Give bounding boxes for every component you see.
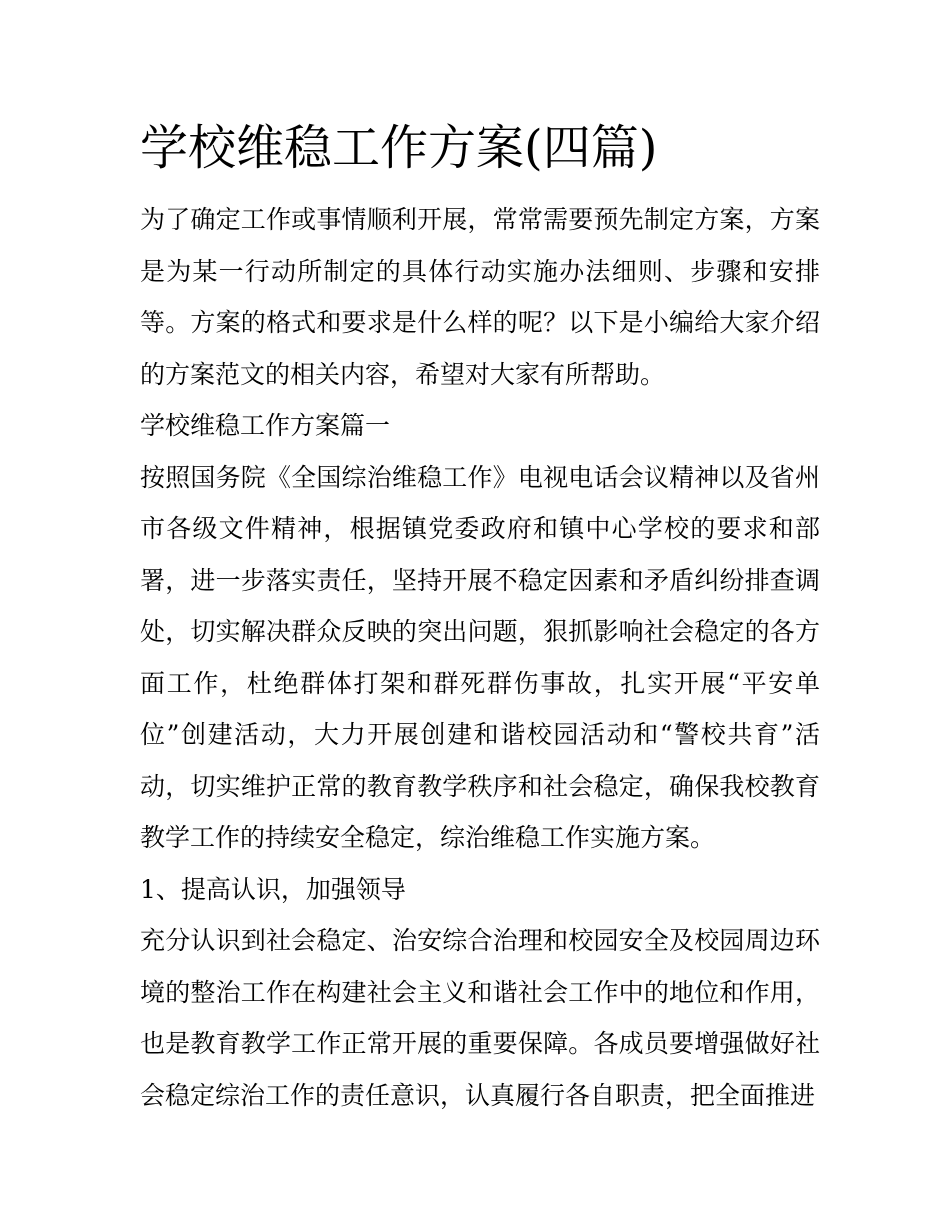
intro-paragraph: 为了确定工作或事情顺利开展，常常需要预先制定方案，方案是为某一行动所制定的具体行动实施办法细则、步骤和安排等。方案的格式和要求是什么样的呢？以下是小编给大家介绍的方案范文的相关内容，希望对大家有所帮助。 <box>140 205 820 389</box>
section-heading: 学校维稳工作方案篇一 <box>140 411 391 440</box>
item1-heading: 1、提高认识，加强领导 <box>140 874 406 904</box>
section-body-paragraph: 按照国务院《全国综治维稳工作》电视电话会议精神以及省州市各级文件精神，根据镇党委政府和镇中心学校的要求和部署，进一步落实责任，坚持开展不稳定因素和矛盾纠纷排查调处，切实解决群众反映的突出问题，狠抓影响社会稳定的各方面工作，杜绝群体打架和群死群伤事故，扎实开展“平安单位”创建活动，大力开展创建和谐校园活动和“警校共育”活动，切实维护正常的教育教学秩序和社会稳定，确保我校教育教学工作的持续安全稳定，综治维稳工作实施方案。 <box>140 462 820 852</box>
document-title: 学校维稳工作方案(四篇) <box>140 120 658 176</box>
item1-body-paragraph: 充分认识到社会稳定、治安综合治理和校园安全及校园周边环境的整治工作在构建社会主义和谐社会工作中的地位和作用，也是教育教学工作正常开展的重要保障。各成员要增强做好社会稳定综治工作的责任意识，认真履行各自职责，把全面推进 <box>140 926 820 1110</box>
document-content <box>140 110 820 1121</box>
